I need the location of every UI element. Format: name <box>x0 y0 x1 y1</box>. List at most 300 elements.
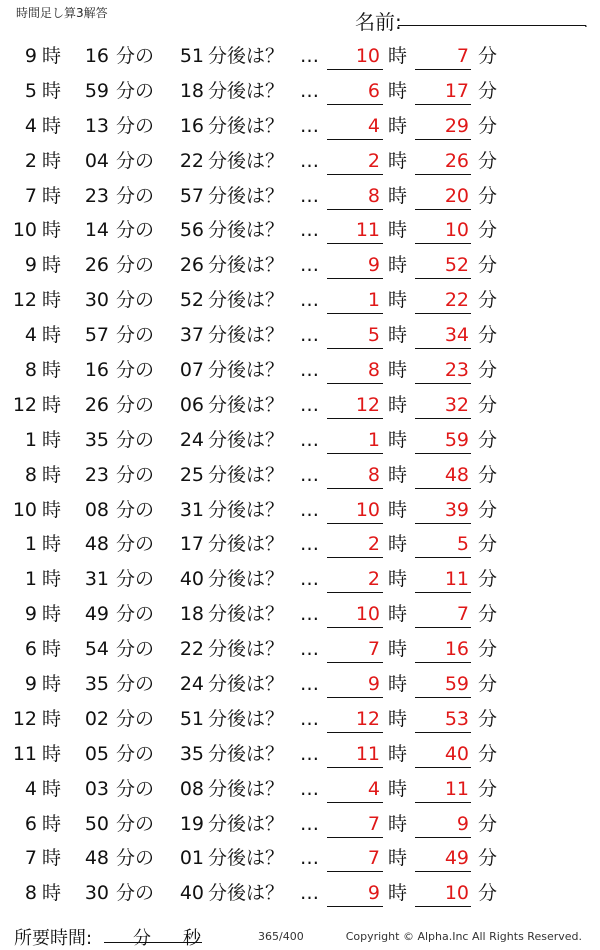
answer-minute-underline <box>415 627 471 628</box>
name-label: 名前: <box>355 10 402 34</box>
answer-hour-underline <box>327 697 383 698</box>
problem-row <box>0 212 600 247</box>
problem-row <box>0 247 600 282</box>
answer-minute: 17 <box>444 79 469 102</box>
start-minute: 30 <box>84 289 109 312</box>
hour-unit: 時 <box>42 289 62 312</box>
answer-hour: 1 <box>367 289 380 312</box>
added-minutes: 06 <box>179 393 204 416</box>
start-minute: 35 <box>84 428 109 451</box>
answer-minute-unit: 分 <box>478 393 498 416</box>
answer-minute-underline <box>415 243 471 244</box>
minutes-after-label: 分後は？ <box>208 393 285 416</box>
start-hour: 9 <box>24 603 37 626</box>
answer-hour-underline <box>327 557 383 558</box>
answer-hour-underline <box>327 313 383 314</box>
answer-minute-underline <box>415 592 471 593</box>
added-minutes: 17 <box>179 533 204 556</box>
minute-of-label: 分の <box>116 847 155 870</box>
start-hour: 12 <box>12 393 37 416</box>
answer-hour-underline <box>327 767 383 768</box>
answer-minute-unit: 分 <box>478 463 498 486</box>
minute-of-label: 分の <box>116 359 155 382</box>
answer-minute: 23 <box>444 359 469 382</box>
answer-minute-unit: 分 <box>478 184 498 207</box>
answer-hour-underline <box>327 174 383 175</box>
minute-of-label: 分の <box>116 742 155 765</box>
answer-minute: 48 <box>444 463 469 486</box>
problem-row <box>0 38 600 73</box>
answer-minute-underline <box>415 383 471 384</box>
answer-minute: 11 <box>444 568 469 591</box>
hour-unit: 時 <box>42 254 62 277</box>
answer-hour-unit: 時 <box>388 638 408 661</box>
ellipsis: … <box>300 533 319 556</box>
added-minutes: 08 <box>179 777 204 800</box>
name-line <box>398 25 586 26</box>
minute-of-label: 分の <box>116 324 155 347</box>
minutes-after-label: 分後は？ <box>208 219 285 242</box>
answer-hour: 12 <box>355 393 380 416</box>
answer-hour-underline <box>327 592 383 593</box>
start-hour: 8 <box>24 463 37 486</box>
minute-of-label: 分の <box>116 149 155 172</box>
answer-hour-unit: 時 <box>388 114 408 137</box>
hour-unit: 時 <box>42 882 62 905</box>
answer-hour-unit: 時 <box>388 463 408 486</box>
minute-of-label: 分の <box>116 777 155 800</box>
answer-minute-unit: 分 <box>478 428 498 451</box>
answer-hour: 7 <box>367 638 380 661</box>
answer-minute-underline <box>415 453 471 454</box>
answer-minute-underline <box>415 418 471 419</box>
problem-row <box>0 108 600 143</box>
start-hour: 12 <box>12 289 37 312</box>
page-number: 365/400 <box>258 930 304 943</box>
start-minute: 14 <box>84 219 109 242</box>
minute-of-label: 分の <box>116 533 155 556</box>
answer-minute-unit: 分 <box>478 742 498 765</box>
ellipsis: … <box>300 114 319 137</box>
problem-row <box>0 596 600 631</box>
hour-unit: 時 <box>42 428 62 451</box>
answer-minute-unit: 分 <box>478 359 498 382</box>
answer-minute-underline <box>415 557 471 558</box>
hour-unit: 時 <box>42 498 62 521</box>
answer-hour-unit: 時 <box>388 533 408 556</box>
problem-row <box>0 631 600 666</box>
start-hour: 9 <box>24 673 37 696</box>
answer-minute: 52 <box>444 254 469 277</box>
minutes-after-label: 分後は？ <box>208 498 285 521</box>
added-minutes: 52 <box>179 289 204 312</box>
minute-of-label: 分の <box>116 289 155 312</box>
answer-minute: 10 <box>444 219 469 242</box>
answer-hour: 1 <box>367 428 380 451</box>
added-minutes: 18 <box>179 79 204 102</box>
problem-row <box>0 736 600 771</box>
start-hour: 1 <box>24 568 37 591</box>
answer-minute: 26 <box>444 149 469 172</box>
ellipsis: … <box>300 812 319 835</box>
start-hour: 6 <box>24 812 37 835</box>
answer-hour-underline <box>327 488 383 489</box>
answer-minute: 40 <box>444 742 469 765</box>
problem-row <box>0 143 600 178</box>
answer-minute: 20 <box>444 184 469 207</box>
answer-hour-unit: 時 <box>388 393 408 416</box>
ellipsis: … <box>300 603 319 626</box>
hour-unit: 時 <box>42 707 62 730</box>
problem-row <box>0 771 600 806</box>
answer-hour: 2 <box>367 149 380 172</box>
answer-hour-underline <box>327 732 383 733</box>
answer-hour: 4 <box>367 114 380 137</box>
problem-row <box>0 526 600 561</box>
hour-unit: 時 <box>42 114 62 137</box>
answer-minute-underline <box>415 802 471 803</box>
minutes-after-label: 分後は？ <box>208 673 285 696</box>
answer-hour-unit: 時 <box>388 498 408 521</box>
start-hour: 2 <box>24 149 37 172</box>
answer-minute-underline <box>415 732 471 733</box>
start-hour: 1 <box>24 428 37 451</box>
answer-hour: 5 <box>367 324 380 347</box>
answer-hour-unit: 時 <box>388 149 408 172</box>
answer-hour-underline <box>327 104 383 105</box>
start-hour: 7 <box>24 184 37 207</box>
ellipsis: … <box>300 45 319 67</box>
added-minutes: 40 <box>179 568 204 591</box>
answer-hour-unit: 時 <box>388 568 408 591</box>
answer-minute: 29 <box>444 114 469 137</box>
answer-minute-unit: 分 <box>478 289 498 312</box>
ellipsis: … <box>300 324 319 347</box>
answer-hour: 2 <box>367 533 380 556</box>
minute-of-label: 分の <box>116 219 155 242</box>
minute-of-label: 分の <box>116 707 155 730</box>
answer-hour-underline <box>327 418 383 419</box>
problem-row <box>0 422 600 457</box>
hour-unit: 時 <box>42 359 62 382</box>
answer-minute-unit: 分 <box>478 498 498 521</box>
problem-row <box>0 352 600 387</box>
ellipsis: … <box>300 428 319 451</box>
start-minute: 54 <box>84 638 109 661</box>
ellipsis: … <box>300 149 319 172</box>
problem-row <box>0 561 600 596</box>
start-minute: 49 <box>84 603 109 626</box>
start-minute: 48 <box>84 847 109 870</box>
hour-unit: 時 <box>42 324 62 347</box>
start-minute: 05 <box>84 742 109 765</box>
start-minute: 26 <box>84 254 109 277</box>
ellipsis: … <box>300 219 319 242</box>
answer-hour-underline <box>327 348 383 349</box>
answer-hour-underline <box>327 802 383 803</box>
start-hour: 5 <box>24 79 37 102</box>
start-minute: 57 <box>84 324 109 347</box>
start-hour: 1 <box>24 533 37 556</box>
start-hour: 9 <box>24 45 37 67</box>
answer-minute-unit: 分 <box>478 45 498 67</box>
minute-of-label: 分の <box>116 812 155 835</box>
minute-of-label: 分の <box>116 114 155 137</box>
added-minutes: 26 <box>179 254 204 277</box>
ellipsis: … <box>300 184 319 207</box>
answer-minute-underline <box>415 139 471 140</box>
ellipsis: … <box>300 359 319 382</box>
answer-minute: 59 <box>444 673 469 696</box>
answer-minute: 39 <box>444 498 469 521</box>
answer-minute-underline <box>415 69 471 70</box>
answer-hour-underline <box>327 662 383 663</box>
hour-unit: 時 <box>42 79 62 102</box>
minute-of-label: 分の <box>116 428 155 451</box>
start-minute: 26 <box>84 393 109 416</box>
ellipsis: … <box>300 882 319 905</box>
answer-minute: 59 <box>444 428 469 451</box>
start-minute: 03 <box>84 777 109 800</box>
answer-minute-unit: 分 <box>478 533 498 556</box>
answer-minute-underline <box>415 523 471 524</box>
answer-hour-unit: 時 <box>388 254 408 277</box>
answer-hour: 2 <box>367 568 380 591</box>
name-end-dot: . <box>584 16 588 30</box>
start-hour: 10 <box>12 498 37 521</box>
hour-unit: 時 <box>42 463 62 486</box>
answer-minute: 53 <box>444 707 469 730</box>
hour-unit: 時 <box>42 847 62 870</box>
answer-hour: 11 <box>355 742 380 765</box>
ellipsis: … <box>300 742 319 765</box>
answer-hour-underline <box>327 278 383 279</box>
hour-unit: 時 <box>42 149 62 172</box>
hour-unit: 時 <box>42 638 62 661</box>
answer-minute: 7 <box>456 603 469 626</box>
added-minutes: 24 <box>179 673 204 696</box>
problem-row <box>0 701 600 736</box>
answer-minute-unit: 分 <box>478 673 498 696</box>
answer-hour: 7 <box>367 812 380 835</box>
start-minute: 50 <box>84 812 109 835</box>
answer-minute-underline <box>415 871 471 872</box>
ellipsis: … <box>300 498 319 521</box>
hour-unit: 時 <box>42 603 62 626</box>
minute-of-label: 分の <box>116 184 155 207</box>
minute-of-label: 分の <box>116 254 155 277</box>
start-minute: 04 <box>84 149 109 172</box>
problem-row <box>0 73 600 108</box>
minutes-after-label: 分後は？ <box>208 603 285 626</box>
added-minutes: 19 <box>179 812 204 835</box>
answer-hour-unit: 時 <box>388 45 408 67</box>
answer-minute: 9 <box>456 812 469 835</box>
answer-minute-unit: 分 <box>478 114 498 137</box>
added-minutes: 57 <box>179 184 204 207</box>
ellipsis: … <box>300 393 319 416</box>
answer-hour-unit: 時 <box>388 777 408 800</box>
answer-hour: 8 <box>367 463 380 486</box>
minutes-after-label: 分後は？ <box>208 184 285 207</box>
answer-minute: 22 <box>444 289 469 312</box>
ellipsis: … <box>300 289 319 312</box>
answer-minute-unit: 分 <box>478 79 498 102</box>
start-hour: 4 <box>24 324 37 347</box>
answer-hour-unit: 時 <box>388 742 408 765</box>
hour-unit: 時 <box>42 45 62 67</box>
start-minute: 23 <box>84 184 109 207</box>
minute-of-label: 分の <box>116 463 155 486</box>
answer-hour-underline <box>327 139 383 140</box>
added-minutes: 51 <box>179 707 204 730</box>
ellipsis: … <box>300 463 319 486</box>
answer-hour-underline <box>327 243 383 244</box>
hour-unit: 時 <box>42 812 62 835</box>
minute-of-label: 分の <box>116 673 155 696</box>
answer-minute-underline <box>415 662 471 663</box>
answer-hour-underline <box>327 627 383 628</box>
start-minute: 08 <box>84 498 109 521</box>
added-minutes: 35 <box>179 742 204 765</box>
answer-hour-underline <box>327 906 383 907</box>
minutes-after-label: 分後は？ <box>208 533 285 556</box>
answer-minute-underline <box>415 104 471 105</box>
ellipsis: … <box>300 777 319 800</box>
ellipsis: … <box>300 673 319 696</box>
answer-hour-unit: 時 <box>388 219 408 242</box>
minute-of-label: 分の <box>116 603 155 626</box>
problem-row <box>0 457 600 492</box>
answer-hour: 9 <box>367 254 380 277</box>
answer-minute-unit: 分 <box>478 707 498 730</box>
answer-minute-underline <box>415 348 471 349</box>
minutes-after-label: 分後は？ <box>208 114 285 137</box>
added-minutes: 22 <box>179 638 204 661</box>
start-hour: 4 <box>24 114 37 137</box>
start-hour: 8 <box>24 359 37 382</box>
problem-row <box>0 875 600 910</box>
minutes-after-label: 分後は？ <box>208 149 285 172</box>
start-hour: 11 <box>12 742 37 765</box>
added-minutes: 18 <box>179 603 204 626</box>
minutes-after-label: 分後は？ <box>208 79 285 102</box>
start-hour: 12 <box>12 707 37 730</box>
copyright-notice: Copyright © Alpha.Inc All Rights Reserved. <box>345 930 582 943</box>
added-minutes: 07 <box>179 359 204 382</box>
answer-hour: 8 <box>367 359 380 382</box>
answer-minute-unit: 分 <box>478 638 498 661</box>
answer-minute: 11 <box>444 777 469 800</box>
start-minute: 59 <box>84 79 109 102</box>
answer-hour: 9 <box>367 673 380 696</box>
answer-hour-unit: 時 <box>388 812 408 835</box>
ellipsis: … <box>300 847 319 870</box>
added-minutes: 31 <box>179 498 204 521</box>
minutes-after-label: 分後は？ <box>208 463 285 486</box>
start-minute: 23 <box>84 463 109 486</box>
ellipsis: … <box>300 79 319 102</box>
minutes-after-label: 分後は？ <box>208 812 285 835</box>
answer-minute-unit: 分 <box>478 149 498 172</box>
start-minute: 31 <box>84 568 109 591</box>
answer-hour-underline <box>327 69 383 70</box>
added-minutes: 56 <box>179 219 204 242</box>
problem-row <box>0 387 600 422</box>
answer-minute-underline <box>415 697 471 698</box>
start-minute: 48 <box>84 533 109 556</box>
answer-minute-underline <box>415 837 471 838</box>
answer-minute-unit: 分 <box>478 777 498 800</box>
answer-hour-unit: 時 <box>388 359 408 382</box>
ellipsis: … <box>300 707 319 730</box>
answer-hour: 12 <box>355 707 380 730</box>
answer-minute-underline <box>415 209 471 210</box>
answer-minute: 34 <box>444 324 469 347</box>
answer-minute-underline <box>415 174 471 175</box>
minutes-after-label: 分後は？ <box>208 777 285 800</box>
answer-hour: 11 <box>355 219 380 242</box>
answer-hour-unit: 時 <box>388 882 408 905</box>
answer-hour-unit: 時 <box>388 79 408 102</box>
start-minute: 30 <box>84 882 109 905</box>
hour-unit: 時 <box>42 568 62 591</box>
minutes-after-label: 分後は？ <box>208 289 285 312</box>
answer-hour-unit: 時 <box>388 289 408 312</box>
minutes-after-label: 分後は？ <box>208 638 285 661</box>
problem-row <box>0 282 600 317</box>
answer-minute: 49 <box>444 847 469 870</box>
added-minutes: 24 <box>179 428 204 451</box>
answer-minute-underline <box>415 278 471 279</box>
answer-hour: 9 <box>367 882 380 905</box>
problem-row <box>0 666 600 701</box>
time-required-label: 所要時間: <box>14 928 93 949</box>
answer-minute-unit: 分 <box>478 324 498 347</box>
answer-hour-unit: 時 <box>388 184 408 207</box>
time-required-minutes-unit: 分 <box>133 928 151 949</box>
problem-row <box>0 317 600 352</box>
start-hour: 7 <box>24 847 37 870</box>
minute-of-label: 分の <box>116 45 155 67</box>
answer-hour: 10 <box>355 498 380 521</box>
added-minutes: 25 <box>179 463 204 486</box>
answer-minute: 16 <box>444 638 469 661</box>
answer-hour-unit: 時 <box>388 603 408 626</box>
answer-hour: 6 <box>367 79 380 102</box>
minutes-after-label: 分後は？ <box>208 359 285 382</box>
minute-of-label: 分の <box>116 498 155 521</box>
minutes-after-label: 分後は？ <box>208 254 285 277</box>
problem-row <box>0 806 600 841</box>
ellipsis: … <box>300 568 319 591</box>
answer-minute-underline <box>415 906 471 907</box>
minute-of-label: 分の <box>116 393 155 416</box>
minutes-after-label: 分後は？ <box>208 707 285 730</box>
added-minutes: 37 <box>179 324 204 347</box>
minutes-after-label: 分後は？ <box>208 882 285 905</box>
hour-unit: 時 <box>42 219 62 242</box>
answer-hour: 7 <box>367 847 380 870</box>
minute-of-label: 分の <box>116 568 155 591</box>
minutes-after-label: 分後は？ <box>208 428 285 451</box>
start-hour: 10 <box>12 219 37 242</box>
time-required-seconds-unit: 秒 <box>183 928 201 949</box>
hour-unit: 時 <box>42 533 62 556</box>
start-minute: 16 <box>84 359 109 382</box>
answer-hour-unit: 時 <box>388 673 408 696</box>
answer-minute-unit: 分 <box>478 219 498 242</box>
